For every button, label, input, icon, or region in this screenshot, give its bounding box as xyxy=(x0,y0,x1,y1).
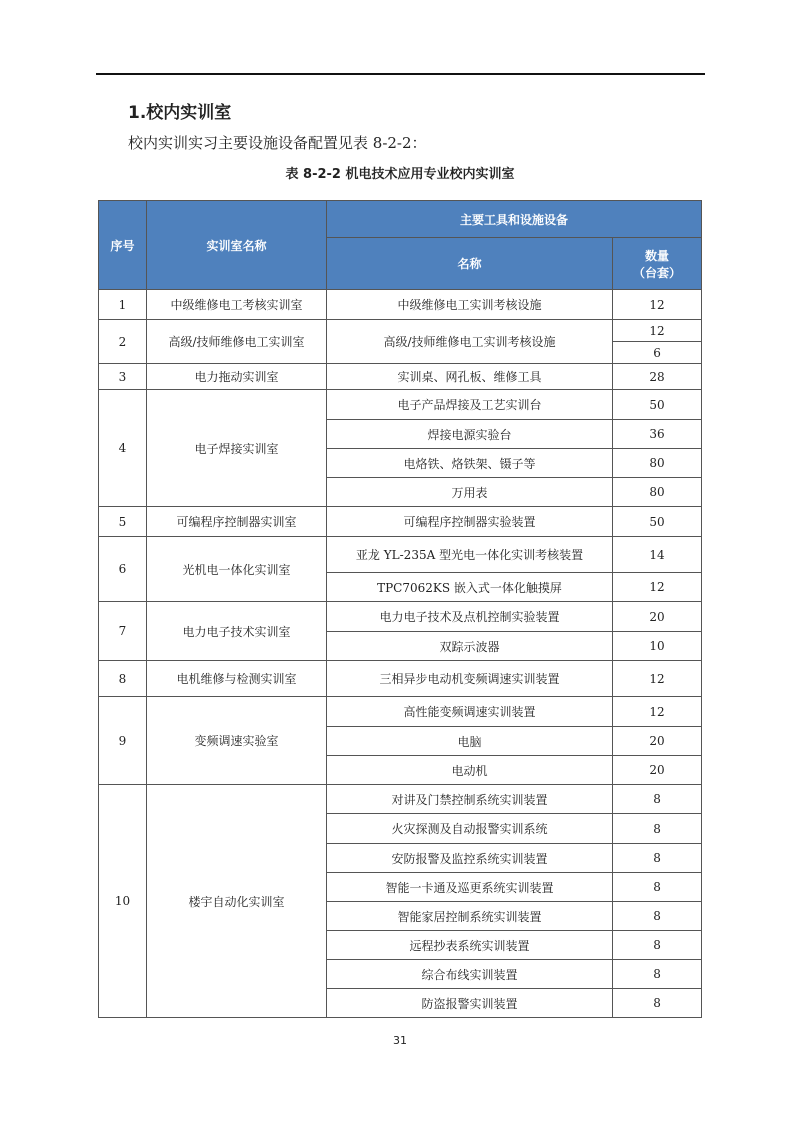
header-quantity-line2: （台套） xyxy=(633,265,682,280)
table-row xyxy=(99,785,702,814)
cell-equipment-name: 电烙铁、烙铁架、镊子等 xyxy=(327,449,613,478)
table-body xyxy=(99,290,702,1018)
header-quantity xyxy=(613,238,702,290)
equipment-table xyxy=(98,200,702,1018)
cell-quantity: 80 xyxy=(613,449,702,478)
cell-quantity: 8 xyxy=(613,814,702,844)
cell-equipment-name: 双踪示波器 xyxy=(327,632,613,661)
cell-quantity: 20 xyxy=(613,602,702,632)
cell-quantity: 8 xyxy=(613,989,702,1018)
cell-room-name: 电子焊接实训室 xyxy=(147,390,327,507)
table-row xyxy=(99,290,702,320)
cell-seq: 6 xyxy=(99,537,147,602)
cell-quantity: 8 xyxy=(613,844,702,873)
cell-quantity: 6 xyxy=(613,342,702,364)
cell-room-name: 高级/技师维修电工实训室 xyxy=(147,320,327,364)
cell-seq: 5 xyxy=(99,507,147,537)
cell-seq: 7 xyxy=(99,602,147,661)
header-equipment-group: 主要工具和设施设备 xyxy=(327,201,702,238)
cell-equipment-name: 高级/技师维修电工实训考核设施 xyxy=(327,320,613,364)
cell-seq: 9 xyxy=(99,697,147,785)
table-row xyxy=(99,537,702,573)
cell-room-name: 中级维修电工考核实训室 xyxy=(147,290,327,320)
cell-equipment-name: 对讲及门禁控制系统实训装置 xyxy=(327,785,613,814)
cell-quantity: 28 xyxy=(613,364,702,390)
cell-equipment-name: TPC7062KS 嵌入式一体化触摸屏 xyxy=(327,573,613,602)
cell-quantity: 50 xyxy=(613,390,702,420)
cell-quantity: 80 xyxy=(613,478,702,507)
cell-room-name: 可编程序控制器实训室 xyxy=(147,507,327,537)
cell-equipment-name: 实训桌、网孔板、维修工具 xyxy=(327,364,613,390)
cell-room-name: 楼宇自动化实训室 xyxy=(147,785,327,1018)
cell-quantity: 8 xyxy=(613,902,702,931)
table-row xyxy=(99,364,702,390)
cell-equipment-name: 电力电子技术及点机控制实验装置 xyxy=(327,602,613,632)
cell-quantity: 20 xyxy=(613,756,702,785)
header-quantity-line1: 数量 xyxy=(645,248,670,263)
cell-room-name: 电机维修与检测实训室 xyxy=(147,661,327,697)
cell-equipment-name: 万用表 xyxy=(327,478,613,507)
table-row xyxy=(99,602,702,632)
cell-equipment-name: 可编程序控制器实验装置 xyxy=(327,507,613,537)
table-row xyxy=(99,697,702,727)
header-equipment-name: 名称 xyxy=(327,238,613,290)
cell-seq: 10 xyxy=(99,785,147,1018)
header-room-name: 实训室名称 xyxy=(147,201,327,290)
cell-room-name: 变频调速实验室 xyxy=(147,697,327,785)
table-row xyxy=(99,320,702,342)
cell-seq: 8 xyxy=(99,661,147,697)
page-number: 31 xyxy=(393,1034,407,1047)
cell-quantity: 8 xyxy=(613,931,702,960)
cell-equipment-name: 综合布线实训装置 xyxy=(327,960,613,989)
cell-equipment-name: 远程抄表系统实训装置 xyxy=(327,931,613,960)
cell-quantity: 12 xyxy=(613,320,702,342)
cell-quantity: 12 xyxy=(613,290,702,320)
header-rule xyxy=(96,73,705,75)
cell-quantity: 8 xyxy=(613,785,702,814)
cell-quantity: 10 xyxy=(613,632,702,661)
cell-equipment-name: 安防报警及监控系统实训装置 xyxy=(327,844,613,873)
cell-seq: 2 xyxy=(99,320,147,364)
cell-quantity: 20 xyxy=(613,727,702,756)
cell-room-name: 光机电一体化实训室 xyxy=(147,537,327,602)
cell-equipment-name: 高性能变频调速实训装置 xyxy=(327,697,613,727)
table-header xyxy=(99,201,702,290)
cell-equipment-name: 防盗报警实训装置 xyxy=(327,989,613,1018)
header-seq: 序号 xyxy=(99,201,147,290)
cell-equipment-name: 智能一卡通及巡更系统实训装置 xyxy=(327,873,613,902)
cell-room-name: 电力拖动实训室 xyxy=(147,364,327,390)
cell-quantity: 50 xyxy=(613,507,702,537)
cell-equipment-name: 三相异步电动机变频调速实训装置 xyxy=(327,661,613,697)
intro-paragraph: 校内实训实习主要设施设备配置见表 8-2-2： xyxy=(128,134,427,152)
cell-quantity: 12 xyxy=(613,661,702,697)
cell-quantity: 36 xyxy=(613,420,702,449)
table-caption: 表 8-2-2 机电技术应用专业校内实训室 xyxy=(285,167,515,182)
table-row xyxy=(99,390,702,420)
cell-equipment-name: 智能家居控制系统实训装置 xyxy=(327,902,613,931)
cell-quantity: 14 xyxy=(613,537,702,573)
cell-equipment-name: 电子产品焊接及工艺实训台 xyxy=(327,390,613,420)
cell-equipment-name: 火灾探测及自动报警实训系统 xyxy=(327,814,613,844)
cell-quantity: 8 xyxy=(613,960,702,989)
cell-room-name: 电力电子技术实训室 xyxy=(147,602,327,661)
cell-equipment-name: 电动机 xyxy=(327,756,613,785)
section-heading: 1.校内实训室 xyxy=(128,103,232,123)
cell-quantity: 12 xyxy=(613,697,702,727)
cell-equipment-name: 亚龙 YL-235A 型光电一体化实训考核装置 xyxy=(327,537,613,573)
table-row xyxy=(99,661,702,697)
cell-equipment-name: 中级维修电工实训考核设施 xyxy=(327,290,613,320)
table-row xyxy=(99,507,702,537)
cell-quantity: 12 xyxy=(613,573,702,602)
cell-seq: 4 xyxy=(99,390,147,507)
cell-quantity: 8 xyxy=(613,873,702,902)
cell-equipment-name: 焊接电源实验台 xyxy=(327,420,613,449)
cell-seq: 1 xyxy=(99,290,147,320)
cell-equipment-name: 电脑 xyxy=(327,727,613,756)
cell-seq: 3 xyxy=(99,364,147,390)
